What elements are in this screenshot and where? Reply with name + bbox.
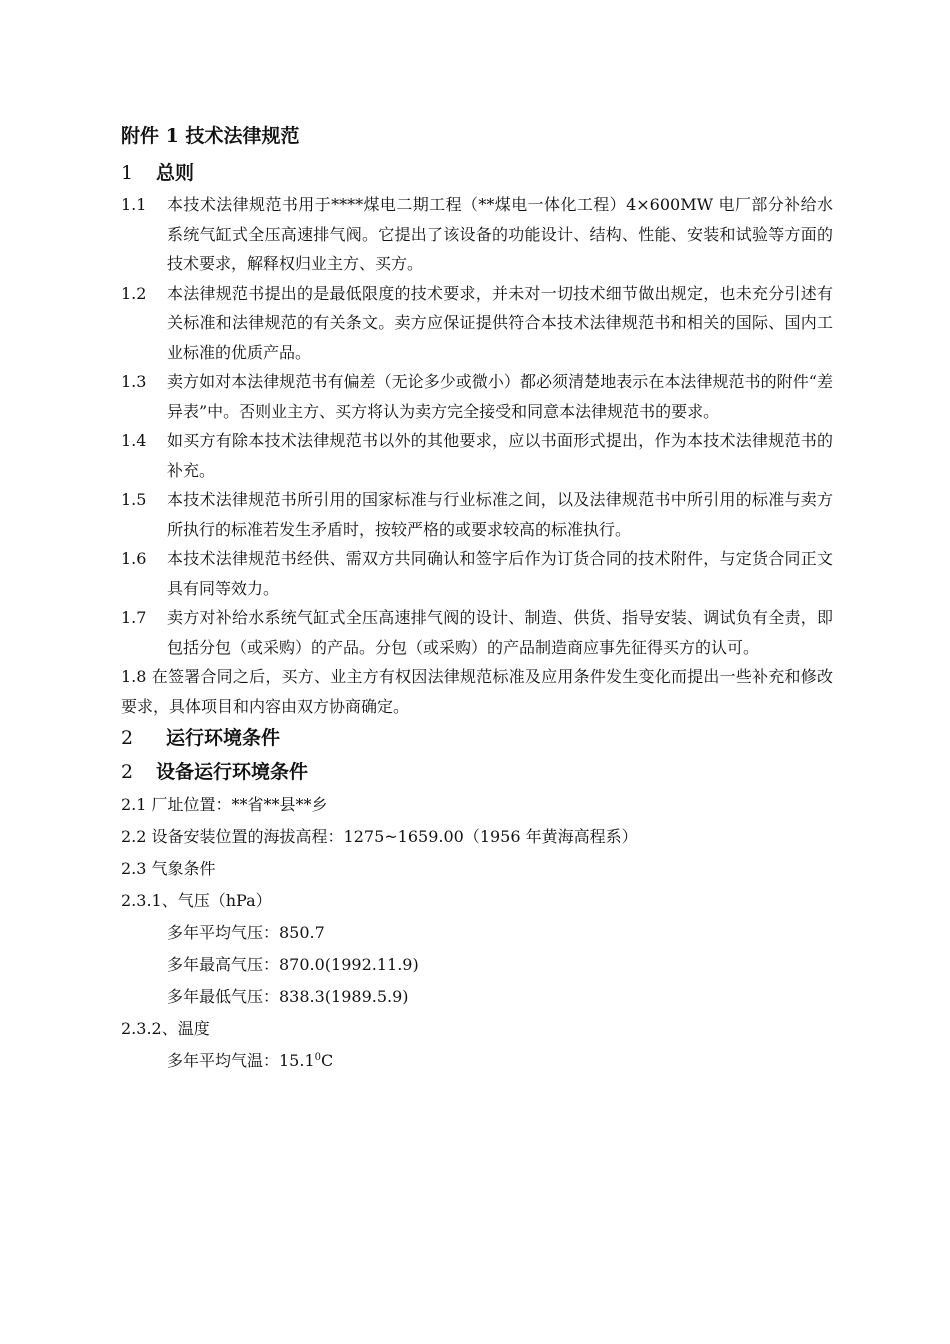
- degree-mark: 0: [314, 1052, 322, 1063]
- clause-number: 1.3: [121, 372, 147, 391]
- attachment-title: 附件 1 技术法律规范: [121, 125, 300, 147]
- clause-number: 1.5: [121, 490, 147, 509]
- site-location: 2.1 厂址位置：**省**县**乡: [121, 795, 328, 814]
- temperature-average: [121, 1045, 833, 1077]
- clause-text: 卖方对补给水系统气缸式全压高速排气阀的设计、制造、供货、指导安装、调试负有全责，即包括分包（或采购）的产品。分包（或采购）的产品制造商应事先征得买方的认可。: [167, 608, 833, 657]
- temperature-average-value: 多年平均气温：15.1: [167, 1051, 315, 1070]
- section-title: 运行环境条件: [166, 727, 281, 749]
- section-number: 2: [121, 727, 134, 749]
- clause-text: 本技术法律规范书所引用的国家标准与行业标准之间，以及法律规范书中所引用的标准与卖方所执行的标准若发生矛盾时，按较严格的或要求较高的标准执行。: [167, 490, 833, 539]
- section-title: 总则: [156, 162, 195, 184]
- pressure-max: 多年最高气压：870.0(1992.11.9): [167, 955, 419, 974]
- clause-1-1: [121, 190, 833, 279]
- section-number: 1: [121, 162, 134, 184]
- clause-text: 本技术法律规范书用于****煤电二期工程（**煤电一体化工程）4×600MW 电厂部分补给水系统气缸式全压高速排气阀。它提出了该设备的功能设计、结构、性能、安装和试验等方面的技术要求，解释权归业主方、买方。: [167, 195, 833, 273]
- clause-number: 1.4: [121, 431, 147, 450]
- weather-conditions: 2.3 气象条件: [121, 859, 216, 878]
- section-2-subheading: [121, 755, 833, 789]
- clause-1-7: [121, 603, 833, 662]
- temperature-unit: C: [321, 1051, 334, 1070]
- temperature-heading: 2.3.2、温度: [121, 1019, 210, 1038]
- section-1-heading: [121, 156, 833, 190]
- clause-number: 1.1: [121, 195, 147, 214]
- clause-text: 如买方有除本技术法律规范书以外的其他要求，应以书面形式提出，作为本技术法律规范书的补充。: [167, 431, 833, 480]
- pressure-average: 多年平均气压：850.7: [167, 923, 325, 942]
- section-title: 设备运行环境条件: [156, 761, 309, 783]
- altitude: 2.2 设备安装位置的海拔高程：1275~1659.00（1956 年黄海高程系）: [121, 827, 638, 846]
- clause-number: 1.6: [121, 549, 147, 568]
- clause-text: 本法律规范书提出的是最低限度的技术要求，并未对一切技术细节做出规定，也未充分引述有关标准和法律规范的有关条文。卖方应保证提供符合本技术法律规范书和相关的国际、国内工业标准的优质产品。: [167, 283, 833, 362]
- clause-text: 本技术法律规范书经供、需双方共同确认和签字后作为订货合同的技术附件，与定货合同正文具有同等效力。: [167, 549, 833, 598]
- clause-1-5: [121, 485, 833, 544]
- clause-1-4: [121, 426, 833, 485]
- clause-1-3: [121, 367, 833, 426]
- document-body: [121, 118, 833, 1077]
- section-number: 2: [121, 761, 134, 783]
- section-2-heading: [121, 721, 833, 755]
- clause-number: 1.2: [121, 283, 147, 303]
- clause-1-8: 1.8 在签署合同之后，买方、业主方有权因法律规范标准及应用条件发生变化而提出一些补充和修改要求，具体项目和内容由双方协商确定。: [121, 667, 833, 716]
- clause-number: 1.7: [121, 608, 147, 627]
- clause-1-2: [121, 279, 833, 368]
- pressure-min: 多年最低气压：838.3(1989.5.9): [167, 987, 409, 1006]
- clause-text: 卖方如对本法律规范书有偏差（无论多少或微小）都必须清楚地表示在本法律规范书的附件“差异表”中。否则业主方、买方将认为卖方完全接受和同意本法律规范书的要求。: [167, 372, 833, 421]
- clause-1-6: [121, 544, 833, 603]
- pressure-heading: 2.3.1、气压（hPa）: [121, 891, 272, 910]
